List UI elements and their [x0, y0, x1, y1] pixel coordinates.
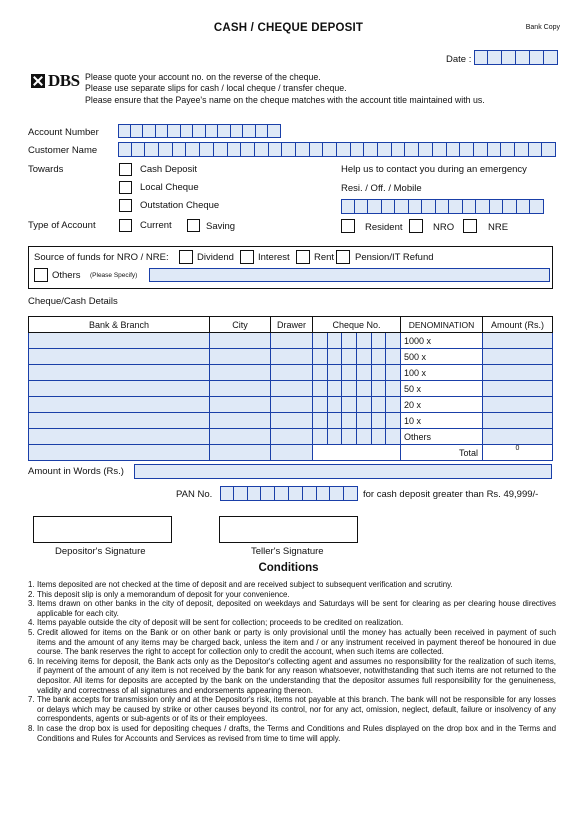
denomination-cell: 20 x	[401, 397, 483, 413]
bank-branch-cell[interactable]	[29, 445, 210, 461]
denomination-cell: 500 x	[401, 349, 483, 365]
city-cell[interactable]	[210, 381, 271, 397]
teller-signature-label: Teller's Signature	[251, 546, 324, 557]
date-input[interactable]	[474, 50, 558, 65]
condition-text: Credit allowed for items on the Bank or on other bank or party is only provisional until the money has actually been received in payment of such items and the amount of any items may be charged back, unless the item and / or any instrument received in payment thereof be honoured in due course. The bank reserves the right to accept for collection only to credit the account, when such items are collected.	[37, 627, 556, 657]
condition-text: Items drawn on other banks in the city of deposit, deposited on weekdays and Saturdays will be sent for clearing as per clearing house directives applicable for each city.	[37, 599, 556, 618]
amount-in-words-label: Amount in Words (Rs.)	[28, 466, 124, 477]
amount-cell[interactable]	[483, 349, 553, 365]
drawer-cell[interactable]	[271, 445, 313, 461]
condition-number: 3.	[28, 599, 35, 609]
amount-cell[interactable]	[483, 397, 553, 413]
contact-phone-input[interactable]	[341, 199, 544, 214]
condition-text: In case the drop box is used for depositing cheques / drafts, the Terms and Conditions and Rules displayed on the drop box and in the Terms and Conditions and Rules for Accounts and Services as revised from time to time will apply.	[37, 723, 556, 743]
teller-signature-box[interactable]	[219, 516, 358, 543]
pension-refund-checkbox[interactable]	[336, 250, 350, 264]
rent-checkbox[interactable]	[296, 250, 310, 264]
cash-deposit-checkbox[interactable]	[119, 163, 132, 176]
outstation-cheque-checkbox[interactable]	[119, 199, 132, 212]
condition-item	[28, 618, 556, 628]
customer-name-input[interactable]	[118, 142, 556, 157]
condition-number: 4.	[28, 618, 35, 628]
type-of-account-label: Type of Account	[28, 220, 96, 231]
customer-name-label: Customer Name	[28, 145, 98, 156]
amount-cell[interactable]	[483, 413, 553, 429]
amount-in-words-input[interactable]	[134, 464, 552, 479]
condition-number: 8.	[28, 723, 35, 733]
dbs-x-mark-icon	[31, 74, 45, 88]
table-row	[29, 349, 553, 365]
dbs-logo	[31, 71, 80, 91]
bank-branch-cell[interactable]	[29, 333, 210, 349]
condition-text: This deposit slip is only a memorandum of deposit for your convenience.	[37, 589, 290, 599]
amount-cell[interactable]	[483, 381, 553, 397]
instructions	[85, 72, 485, 106]
cash-deposit-label: Cash Deposit	[140, 164, 198, 175]
drawer-cell[interactable]	[271, 381, 313, 397]
source-of-funds-box	[28, 246, 553, 289]
others-specify-input[interactable]	[149, 268, 550, 282]
city-cell[interactable]	[210, 349, 271, 365]
city-cell[interactable]	[210, 429, 271, 445]
condition-text: Items deposited are not checked at the time of deposit and are received subject to subsequent verification and scrutiny.	[37, 580, 453, 589]
col-denomination: DENOMINATION	[401, 317, 483, 333]
condition-item	[28, 695, 556, 724]
amount-cell[interactable]	[483, 365, 553, 381]
cheque-no-cell	[313, 445, 401, 461]
city-cell[interactable]	[210, 445, 271, 461]
denomination-cell: 100 x	[401, 365, 483, 381]
city-cell[interactable]	[210, 413, 271, 429]
bank-branch-cell[interactable]	[29, 397, 210, 413]
cheque-no-cell[interactable]	[313, 349, 401, 365]
resident-checkbox[interactable]	[341, 219, 355, 233]
total-value: 0	[483, 445, 553, 461]
col-bank-branch: Bank & Branch	[29, 317, 210, 333]
pan-label: PAN No.	[176, 489, 213, 500]
denomination-cell: 50 x	[401, 381, 483, 397]
condition-text: The bank accepts for transmission only and at the Depositor's risk, items not payable at this branch. The bank will not be responsible for any losses or delays which may be caused by strike or other causes beyond its control, nor for any act, omission, neglect, default, failure or insolvency of any correspondents, agents or sub-agents or of its or their employees.	[37, 695, 556, 724]
contact-phone-label: Resi. / Off. / Mobile	[341, 183, 422, 194]
interest-label: Interest	[258, 252, 290, 263]
city-cell[interactable]	[210, 333, 271, 349]
account-number-input[interactable]	[118, 124, 281, 138]
current-account-label: Current	[140, 220, 172, 231]
instruction-line: Please use separate slips for cash / local cheque / transfer cheque.	[85, 83, 347, 94]
pension-refund-label: Pension/IT Refund	[355, 252, 434, 263]
current-account-checkbox[interactable]	[119, 219, 132, 232]
col-city: City	[210, 317, 271, 333]
cheque-no-cell[interactable]	[313, 365, 401, 381]
denomination-cell: 10 x	[401, 413, 483, 429]
bank-branch-cell[interactable]	[29, 349, 210, 365]
saving-account-label: Saving	[206, 221, 236, 232]
conditions-list	[28, 580, 556, 743]
cheque-no-cell[interactable]	[313, 333, 401, 349]
bank-branch-cell[interactable]	[29, 429, 210, 445]
col-cheque-no: Cheque No.	[313, 317, 401, 333]
depositor-signature-box[interactable]	[33, 516, 172, 543]
condition-number: 7.	[28, 695, 35, 705]
condition-item	[28, 599, 556, 618]
table-row	[29, 397, 553, 413]
table-row	[29, 333, 553, 349]
bank-branch-cell[interactable]	[29, 365, 210, 381]
cheque-no-cell[interactable]	[313, 413, 401, 429]
cheque-no-cell[interactable]	[313, 397, 401, 413]
dbs-logo-text: DBS	[48, 71, 80, 90]
conditions-title: Conditions	[258, 562, 319, 574]
col-drawer: Drawer	[271, 317, 313, 333]
condition-item	[28, 580, 556, 590]
table-row	[29, 429, 553, 445]
dividend-checkbox[interactable]	[179, 250, 193, 264]
condition-item	[28, 628, 556, 657]
instruction-line: Please quote your account no. on the reverse of the cheque.	[85, 72, 321, 82]
pan-note: for cash deposit greater than Rs. 49,999/-	[363, 489, 539, 500]
condition-item	[28, 724, 556, 743]
source-of-funds-label: Source of funds for NRO / NRE:	[34, 252, 169, 263]
nre-label: NRE	[488, 222, 509, 233]
details-heading: Cheque/Cash Details	[28, 296, 118, 307]
drawer-cell[interactable]	[271, 349, 313, 365]
table-row	[29, 365, 553, 381]
drawer-cell[interactable]	[271, 365, 313, 381]
outstation-cheque-label: Outstation Cheque	[140, 200, 220, 211]
bank-branch-cell[interactable]	[29, 381, 210, 397]
nro-label: NRO	[433, 222, 455, 233]
drawer-cell[interactable]	[271, 397, 313, 413]
towards-label: Towards	[28, 164, 64, 175]
amount-cell[interactable]	[483, 333, 553, 349]
amount-cell[interactable]	[483, 429, 553, 445]
contact-help-label: Help us to contact you during an emergency	[341, 164, 527, 175]
drawer-cell[interactable]	[271, 333, 313, 349]
condition-item	[28, 590, 556, 600]
condition-number: 1.	[28, 580, 35, 589]
interest-checkbox[interactable]	[240, 250, 254, 264]
others-checkbox[interactable]	[34, 268, 48, 282]
table-row	[29, 381, 553, 397]
others-label: Others	[52, 270, 81, 281]
table-header-row	[29, 317, 553, 333]
condition-number: 5.	[28, 627, 35, 637]
nro-checkbox[interactable]	[409, 219, 423, 233]
cheque-no-cell[interactable]	[313, 381, 401, 397]
condition-item	[28, 657, 556, 695]
bank-copy-label: Bank Copy	[525, 24, 560, 31]
condition-text: In receiving items for deposit, the Bank acts only as the Depositor's collecting agent and assumes no responsibility for the realization of such items, if payment of the amount of any item is not received by the bank for any reason whatsoever, notwithstanding that such items are not returned to the depositor. All items for deposits are accepted by the bank on the understanding that the depositor assumes full responsibility for the genuineness, validity and correctness of all signatures and endorsements appearing thereon.	[37, 656, 556, 695]
nre-checkbox[interactable]	[463, 219, 477, 233]
depositor-signature-label: Depositor's Signature	[55, 546, 146, 557]
col-amount: Amount (Rs.)	[483, 317, 553, 333]
resident-label: Resident	[365, 222, 403, 233]
total-label: Total	[401, 445, 483, 461]
pan-input[interactable]	[220, 486, 358, 501]
city-cell[interactable]	[210, 397, 271, 413]
others-hint: (Please Specify)	[90, 272, 138, 279]
condition-number: 6.	[28, 656, 35, 666]
rent-label: Rent	[314, 252, 335, 263]
instruction-line: Please ensure that the Payee's name on the cheque matches with the account title maintained with us.	[85, 94, 485, 105]
city-cell[interactable]	[210, 365, 271, 381]
drawer-cell[interactable]	[271, 413, 313, 429]
table-row	[29, 413, 553, 429]
bank-branch-cell[interactable]	[29, 413, 210, 429]
drawer-cell[interactable]	[271, 429, 313, 445]
saving-account-checkbox[interactable]	[187, 219, 200, 232]
cheque-no-cell[interactable]	[313, 429, 401, 445]
condition-number: 2.	[28, 589, 35, 599]
account-number-label: Account Number	[28, 127, 99, 138]
form-title: CASH / CHEQUE DEPOSIT	[213, 22, 364, 34]
date-label: Date :	[446, 54, 472, 65]
denomination-cell: 1000 x	[401, 333, 483, 349]
cheque-cash-details-table	[28, 316, 553, 461]
local-cheque-checkbox[interactable]	[119, 181, 132, 194]
table-total-row	[29, 445, 553, 461]
condition-text: Items payable outside the city of deposit will be sent for collection; proceeds to be credited on realization.	[37, 618, 404, 628]
local-cheque-label: Local Cheque	[140, 182, 199, 193]
denomination-cell: Others	[401, 429, 483, 445]
dividend-label: Dividend	[197, 252, 234, 263]
